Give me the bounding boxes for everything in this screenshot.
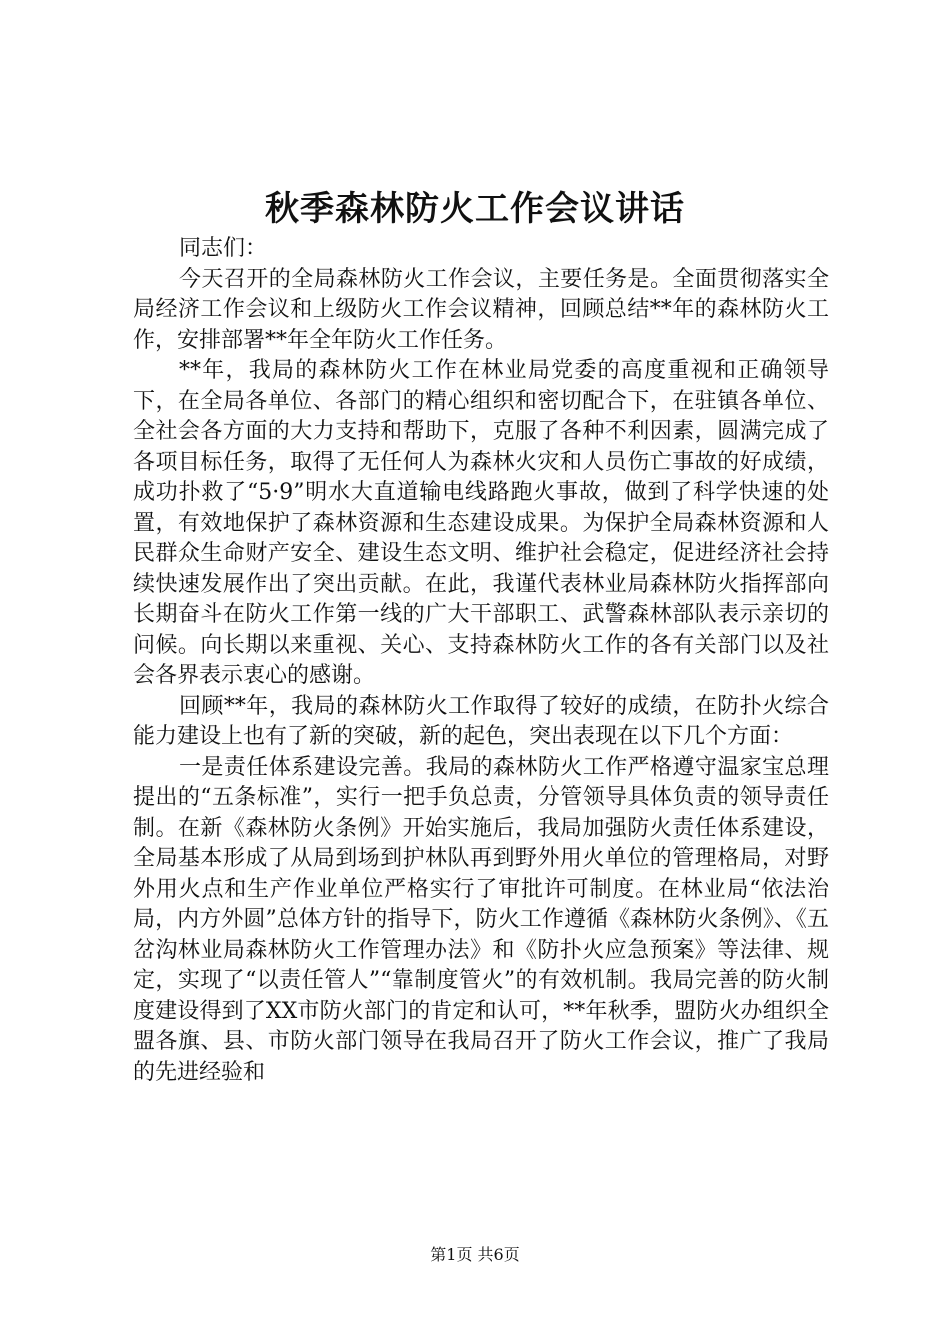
paragraph-4: 一是责任体系建设完善。我局的森林防火工作严格遵守温家宝总理提出的“五条标准”，实行一把手负总责，分管领导具体负责的领导责任制。在新《森林防火条例》开始实施后，我局加强防火责任体系建设，全局基本形成了从局到场到护林队再到野外用火单位的管理格局，对野外用火点和生产作业单位严格实行了审批许可制度。在林业局“依法治局，内方外圆”总体方针的指导下，防火工作遵循《森林防火条例》、《五岔沟林业局森林防火工作管理办法》和《防扑火应急预案》等法律、规定，实现了“以责任管人”“靠制度管火”的有效机制。我局完善的防火制度建设得到了XX市防火部门的肯定和认可，**年秋季，盟防火办组织全盟各旗、县、市防火部门领导在我局召开了防火工作会议，推广了我局的先进经验和	[133, 754, 829, 1085]
paragraph-1: 今天召开的全局森林防火工作会议，主要任务是。全面贯彻落实全局经济工作会议和上级防火工作会议精神，回顾总结**年的森林防火工作，安排部署**年全年防火工作任务。	[133, 266, 829, 353]
salutation: 同志们：	[179, 236, 268, 261]
paragraph-2: **年，我局的森林防火工作在林业局党委的高度重视和正确领导下，在全局各单位、各部门的精心组织和密切配合下，在驻镇各单位、全社会各方面的大力支持和帮助下，克服了各种不利因素，圆满完成了各项目标任务，取得了无任何人为森林火灾和人员伤亡事故的好成绩，成功扑救了“5·9”明水大直道输电线路跑火事故，做到了科学快速的处置，有效地保护了森林资源和生态建设成果。为保护全局森林资源和人民群众生命财产安全、建设生态文明、维护社会稳定，促进经济社会持续快速发展作出了突出贡献。在此，我谨代表林业局森林防火指挥部向长期奋斗在防火工作第一线的广大干部职工、武警森林部队表示亲切的问候。向长期以来重视、关心、支持森林防火工作的各有关部门以及社会各界表示衷心的感谢。	[133, 358, 829, 688]
paragraph-3: 回顾**年，我局的森林防火工作取得了较好的成绩，在防扑火综合能力建设上也有了新的突破，新的起色，突出表现在以下几个方面：	[133, 693, 829, 749]
document-title: 秋季森林防火工作会议讲话	[265, 189, 685, 229]
document-body	[133, 234, 829, 1088]
page-footer: 第1页 共6页	[430, 1245, 520, 1264]
